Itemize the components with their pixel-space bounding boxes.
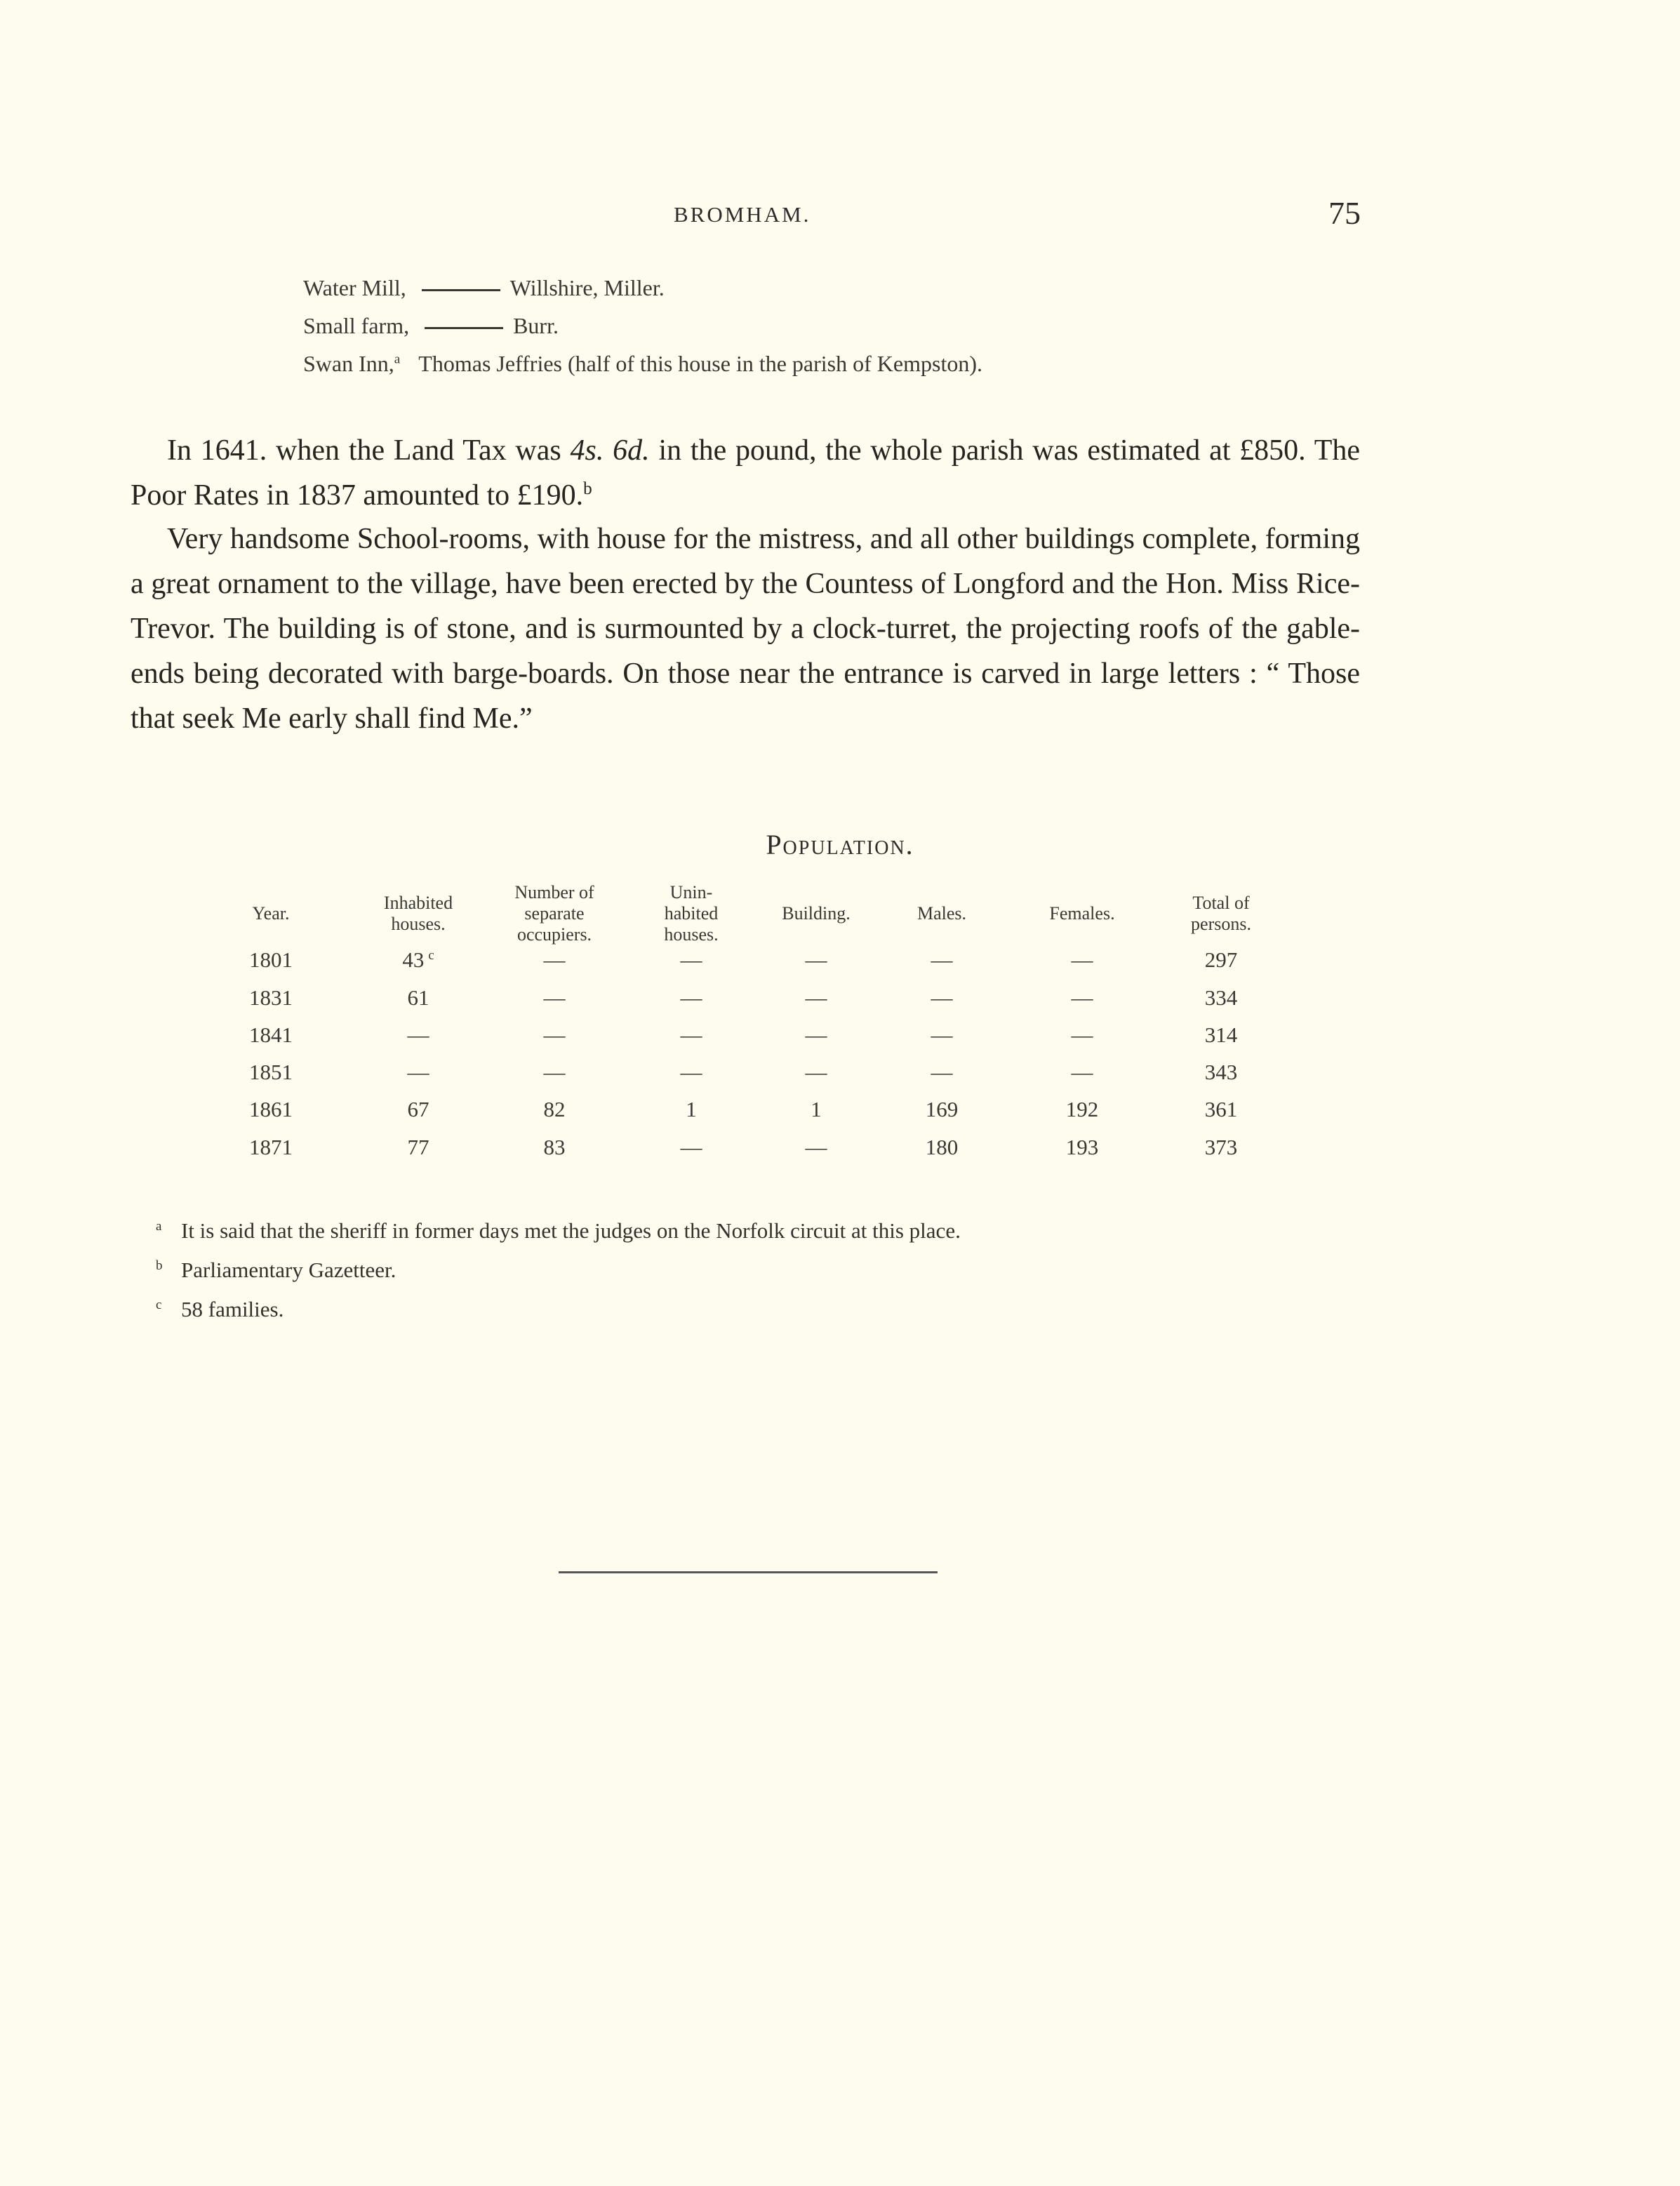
paragraph-italic: 4s. — [570, 434, 604, 467]
table-cell-year — [215, 1097, 327, 1122]
table-cell-year — [215, 1135, 327, 1160]
cell-value: — — [805, 1060, 827, 1084]
table-cell-females — [1026, 1060, 1138, 1085]
column-header-line: occupiers. — [516, 924, 592, 945]
cell-value: — — [805, 985, 827, 1010]
cell-value: 361 — [1204, 1097, 1238, 1121]
table-cell-uninhabited — [635, 1135, 747, 1160]
table-cell-males — [886, 1135, 998, 1160]
footnote-text: It is said that the sheriff in former days met the judges on the Norfolk circuit at this place. — [181, 1218, 961, 1243]
table-cell-males — [886, 1060, 998, 1085]
table-cell-occupiers — [498, 1097, 611, 1122]
cell-value: — — [931, 1060, 953, 1084]
column-header-line: Females. — [1049, 903, 1115, 924]
cell-value: 61 — [407, 985, 429, 1010]
table-cell-occupiers — [498, 985, 611, 1011]
cell-value: — — [543, 947, 566, 972]
closing-rule — [559, 1571, 938, 1573]
page-number: 75 — [1328, 195, 1361, 231]
table-cell-building — [760, 1135, 872, 1160]
footnote-mark: b — [156, 1258, 163, 1273]
table-cell-total — [1165, 1022, 1277, 1048]
table-cell-females — [1026, 985, 1138, 1011]
cell-value: — — [1071, 947, 1093, 972]
table-cell-occupiers — [498, 1022, 611, 1048]
table-cell-inhabited — [362, 1022, 474, 1048]
cell-value: 343 — [1204, 1060, 1238, 1084]
column-header — [229, 903, 313, 924]
cell-value: — — [931, 1022, 953, 1047]
cell-value: 373 — [1204, 1135, 1238, 1159]
table-cell-males — [886, 1022, 998, 1048]
cell-value: — — [407, 1022, 429, 1047]
cell-value: 1 — [686, 1097, 697, 1121]
cell-value: 314 — [1204, 1022, 1238, 1047]
column-header-line: separate — [524, 903, 585, 924]
column-header — [760, 903, 872, 924]
list-place: Small farm, — [303, 313, 410, 338]
list-item — [303, 351, 982, 377]
table-cell-uninhabited — [635, 1022, 747, 1048]
table-cell-building — [760, 985, 872, 1011]
cell-value: — — [1071, 1022, 1093, 1047]
footnote-ref: b — [583, 479, 592, 498]
table-cell-building — [760, 1060, 872, 1085]
list-occupant: Willshire, Miller. — [509, 275, 665, 300]
table-cell-inhabited — [362, 985, 474, 1011]
column-header — [1165, 893, 1277, 935]
cell-value: — — [543, 1060, 566, 1084]
table-cell-year — [215, 985, 327, 1011]
column-header-line: houses. — [664, 924, 719, 945]
cell-value: 82 — [543, 1097, 566, 1121]
running-head: BROMHAM. — [674, 202, 811, 227]
column-header-line: Unin- — [669, 882, 713, 902]
column-header-line: persons. — [1191, 914, 1251, 934]
cell-value: 192 — [1065, 1097, 1099, 1121]
cell-value: 193 — [1065, 1135, 1099, 1159]
table-cell-occupiers — [498, 1135, 611, 1160]
table-title: Population. — [766, 829, 914, 860]
table-cell-building — [760, 947, 872, 973]
cell-value: — — [931, 947, 953, 972]
column-header-line: Total of — [1192, 893, 1250, 913]
column-header-line: Number of — [514, 882, 594, 902]
cell-value: 1 — [811, 1097, 822, 1121]
cell-value: — — [805, 947, 827, 972]
cell-value: 1831 — [249, 985, 293, 1010]
column-header — [900, 903, 984, 924]
table-cell-year — [215, 947, 327, 973]
table-cell-females — [1026, 947, 1138, 973]
table-cell-year — [215, 1060, 327, 1085]
column-header-line: Year. — [252, 903, 290, 924]
table-cell-total — [1165, 985, 1277, 1011]
cell-value: — — [543, 985, 566, 1010]
cell-value: — — [805, 1135, 827, 1159]
table-cell-uninhabited — [635, 1060, 747, 1085]
paragraph-text — [604, 434, 613, 467]
list-place: Swan Inn, — [303, 351, 394, 376]
table-cell-inhabited — [362, 1060, 474, 1085]
column-header — [635, 882, 747, 945]
column-header-line: Building. — [782, 903, 851, 924]
footnote-text: Parliamentary Gazetteer. — [181, 1258, 396, 1282]
cell-value: 180 — [925, 1135, 959, 1159]
column-header-line: houses. — [391, 914, 446, 934]
cell-value: — — [680, 1135, 702, 1159]
cell-value: — — [680, 985, 702, 1010]
cell-value: 297 — [1204, 947, 1238, 972]
table-cell-females — [1026, 1135, 1138, 1160]
list-occupant: Thomas Jeffries (half of this house in the parish of Kempston). — [418, 351, 982, 376]
footnote-mark: a — [156, 1218, 162, 1234]
footnote-ref: c — [428, 947, 434, 963]
cell-value: — — [805, 1022, 827, 1047]
table-cell-inhabited — [362, 947, 474, 973]
cell-value: — — [543, 1022, 566, 1047]
paragraph-italic: 6d. — [613, 434, 650, 467]
cell-value: 1861 — [249, 1097, 293, 1121]
footnote-text: 58 families. — [181, 1297, 284, 1321]
table-cell-total — [1165, 1097, 1277, 1122]
cell-value: 67 — [407, 1097, 429, 1121]
table-cell-building — [760, 1022, 872, 1048]
list-occupant: Burr. — [513, 313, 559, 338]
cell-value: — — [680, 1022, 702, 1047]
paragraph — [131, 428, 1360, 518]
cell-value: 43 — [402, 947, 425, 972]
column-header-line: Males. — [916, 903, 967, 924]
footnote-mark: c — [156, 1297, 162, 1312]
column-header-line: habited — [664, 903, 719, 924]
cell-value: 1801 — [249, 947, 293, 972]
column-header — [1029, 903, 1135, 924]
footnote — [156, 1297, 284, 1322]
table-cell-females — [1026, 1097, 1138, 1122]
cell-value: — — [1071, 985, 1093, 1010]
cell-value: — — [407, 1060, 429, 1084]
cell-value: — — [680, 947, 702, 972]
table-cell-total — [1165, 1135, 1277, 1160]
list-item — [303, 313, 559, 339]
paragraph-text: in the pound, the whole parish was estimated at £850. The Poor Rates in 1837 amounted to £190. — [131, 434, 1360, 512]
cell-value: 169 — [925, 1097, 959, 1121]
cell-value: — — [1071, 1060, 1093, 1084]
table-cell-uninhabited — [635, 985, 747, 1011]
table-cell-inhabited — [362, 1135, 474, 1160]
table-cell-males — [886, 985, 998, 1011]
cell-value: 334 — [1204, 985, 1238, 1010]
table-cell-females — [1026, 1022, 1138, 1048]
list-place: Water Mill, — [303, 275, 406, 300]
dash-rule — [422, 289, 500, 291]
table-cell-occupiers — [498, 1060, 611, 1085]
column-header-line: Inhabited — [383, 893, 453, 913]
table-cell-year — [215, 1022, 327, 1048]
table-cell-uninhabited — [635, 947, 747, 973]
table-cell-building — [760, 1097, 872, 1122]
list-item — [303, 275, 665, 301]
table-cell-males — [886, 1097, 998, 1122]
cell-value: 1851 — [249, 1060, 293, 1084]
table-cell-males — [886, 947, 998, 973]
table-cell-occupiers — [498, 947, 611, 973]
cell-value: — — [931, 985, 953, 1010]
table-cell-uninhabited — [635, 1097, 747, 1122]
footnote — [156, 1218, 961, 1244]
table-cell-total — [1165, 1060, 1277, 1085]
footnote — [156, 1258, 396, 1283]
table-cell-total — [1165, 947, 1277, 973]
cell-value: 83 — [543, 1135, 566, 1159]
cell-value: — — [680, 1060, 702, 1084]
cell-value: 1841 — [249, 1022, 293, 1047]
table-cell-inhabited — [362, 1097, 474, 1122]
cell-value: 77 — [407, 1135, 429, 1159]
footnote-ref: a — [394, 352, 401, 367]
column-header — [484, 882, 625, 945]
dash-rule — [425, 327, 503, 329]
paragraph: Very handsome School-rooms, with house for the mistress, and all other buildings complete, forming a great ornament to the village, have been erected by the Countess of Longford and the Hon. Miss Rice-Trevor. The building is of stone, and is surmounted by a clock-turret, the projecting roofs of the gable-ends being decorated with barge-boards. On those near the entrance is carved in large letters : “ Those that seek Me early shall find Me.” — [131, 523, 1360, 735]
paragraph-text: In 1641. when the Land Tax was — [167, 434, 571, 467]
cell-value: 1871 — [249, 1135, 293, 1159]
column-header — [359, 893, 478, 935]
